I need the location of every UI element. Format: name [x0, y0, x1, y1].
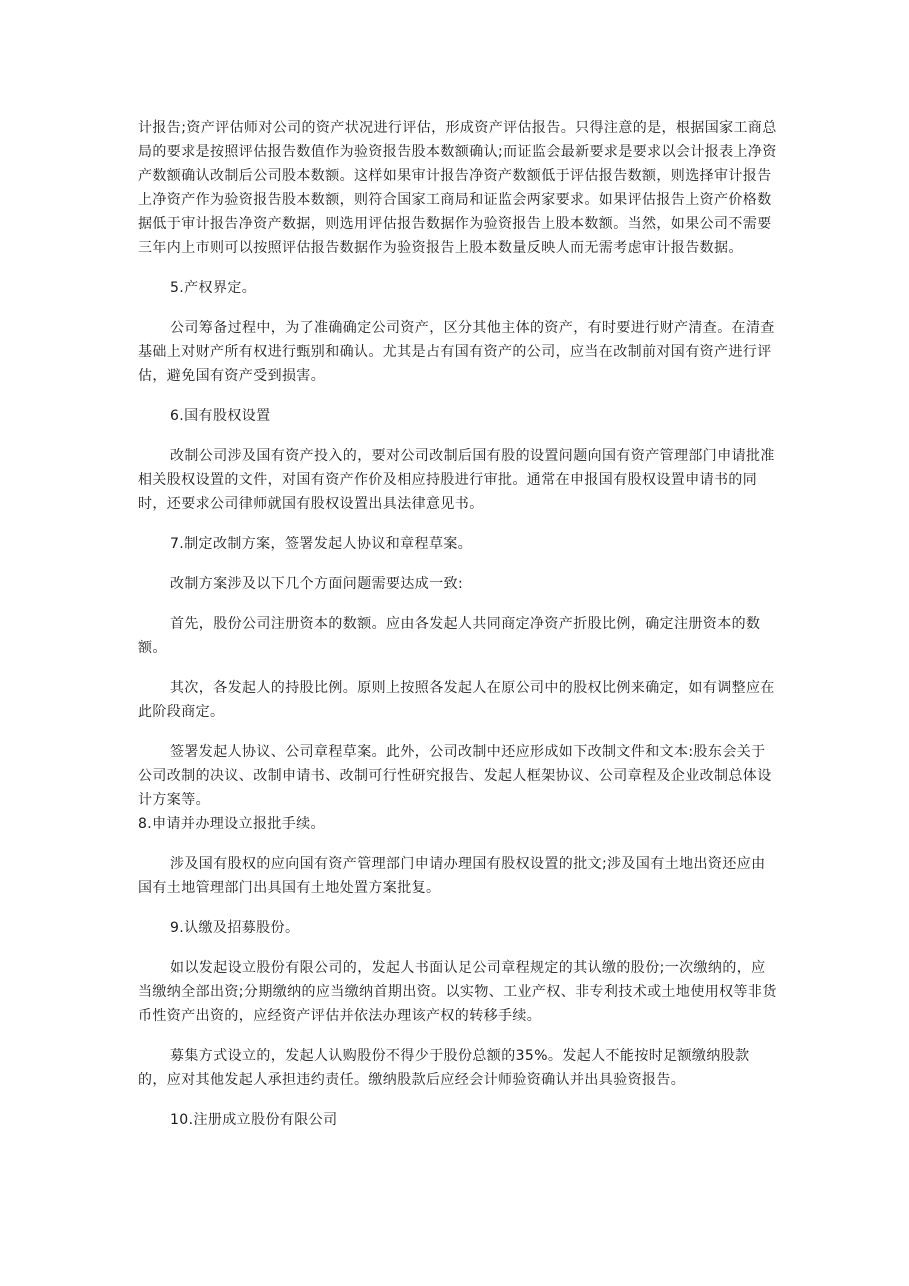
heading-approval-procedures: 8.申请并办理设立报批手续。 [138, 816, 325, 832]
paragraph-property-rights: 公司筹备过程中，为了准确确定公司资产，区分其他主体的资产，有时要进行财产清查。在清查基础上对财产所有权进行甄别和确认。尤其是占有国有资产的公司，应当在改制前对国有资产进行评估，避免国有资产受到损害。 [138, 320, 775, 384]
paragraph-state-equity: 改制公司涉及国有资产投入的，要对公司改制后国有股的设置问题向国有资产管理部门申请批准相关股权设置的文件，对国有资产作价及相应持股进行审批。通常在申报国有股权设置申请书的同时，还要求公司律师就国有股权设置出具法律意见书。 [138, 448, 775, 512]
paragraph-registered-capital: 首先，股份公司注册资本的数额。应由各发起人共同商定净资产折股比例，确定注册资本的数额。 [138, 616, 761, 656]
heading-subscribe-shares: 9.认缴及招募股份。 [170, 920, 300, 936]
paragraph-shareholding-ratio: 其次，各发起人的持股比例。原则上按照各发起人在原公司中的股权比例来确定，如有调整应在此阶段商定。 [138, 680, 775, 720]
paragraph-report-note: 计报告;资产评估师对公司的资产状况进行评估，形成资产评估报告。只得注意的是，根据国家工商总局的要求是按照评估报告数值作为验资报告股本数额确认;而证监会最新要求是要求以会计报表上净资产数额确认改制后公司股本数额。这样如果审计报告净资产数额低于评估报告数额，则选择审计报告上净资产作为验资报告股本数额，则符合国家工商局和证监会两家要求。如果评估报告上资产价格数据低于审计报告净资产数据，则选用评估报告数据作为验资报告上股本数额。当然，如果公司不需要三年内上市则可以按照评估报告数据作为验资报告上股本数量反映人而无需考虑审计报告数据。 [138, 120, 777, 256]
heading-restructuring-plan: 7.制定改制方案，签署发起人协议和章程草案。 [170, 536, 473, 552]
paragraph-approval-procedures: 涉及国有股权的应向国有资产管理部门申请办理国有股权设置的批文;涉及国有土地出资还应由国有土地管理部门出具国有土地处置方案批复。 [138, 856, 766, 896]
paragraph-raising-method: 募集方式设立的，发起人认购股份不得少于股份总额的35%。发起人不能按时足额缴纳股款的，应对其他发起人承担违约责任。缴纳股款后应经会计师验资确认并出具验资报告。 [138, 1048, 750, 1088]
heading-property-rights: 5.产权界定。 [170, 280, 257, 296]
paragraph-plan-issues: 改制方案涉及以下几个方面问题需要达成一致: [170, 576, 464, 592]
document-body [138, 116, 778, 1132]
heading-state-equity: 6.国有股权设置 [170, 408, 271, 424]
heading-register-company: 10.注册成立股份有限公司 [170, 1112, 338, 1128]
paragraph-promotion-method: 如以发起设立股份有限公司的，发起人书面认足公司章程规定的其认缴的股份;一次缴纳的，应当缴纳全部出资;分期缴纳的应当缴纳首期出资。以实物、工业产权、非专利技术或土地使用权等非货币性资产出资的，应经资产评估并依法办理该产权的转移手续。 [138, 960, 777, 1024]
paragraph-sign-agreement: 签署发起人协议、公司章程草案。此外，公司改制中还应形成如下改制文件和文本:股东会关于公司改制的决议、改制申请书、改制可行性研究报告、发起人框架协议、公司章程及企业改制总体设计方案等。 [138, 744, 772, 808]
